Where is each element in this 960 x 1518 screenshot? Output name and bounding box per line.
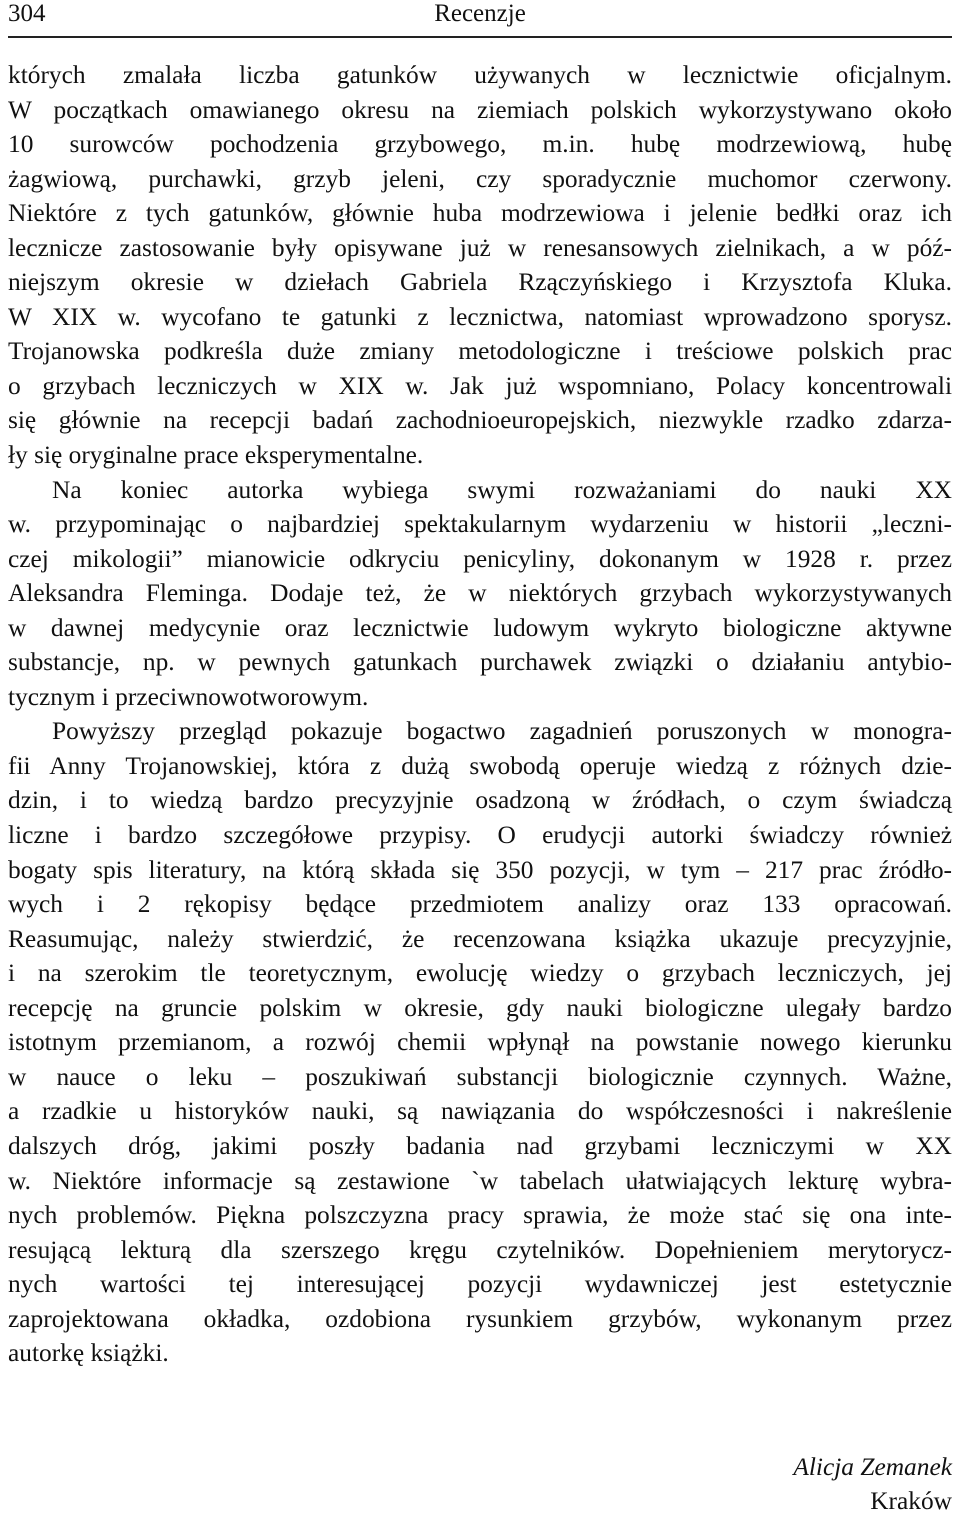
text-line: resującą lekturą dla szerszego kręgu czytelników. Dopełnieniem merytorycz- (8, 1235, 952, 1264)
text-line: Reasumując, należy stwierdzić, że recenzowana książka ukazuje precyzyjnie, (8, 924, 952, 953)
text-line: substancje, np. w pewnych gatunkach purchawek związki o działaniu antybio- (8, 648, 952, 677)
text-line: dalszych dróg, jakimi poszły badania nad grzybami leczniczymi w XX (8, 1131, 952, 1160)
author-place: Kraków (870, 1487, 952, 1515)
text-line: lecznicze zastosowanie były opisywane już w renesansowych zielnikach, a w póź- (8, 233, 952, 262)
text-line: zaprojektowana okładka, ozdobiona rysunkiem grzybów, wykonanym przez (8, 1304, 952, 1333)
signature-block (793, 1450, 952, 1518)
running-head: Recenzje (434, 0, 526, 27)
body-text (8, 58, 952, 1371)
text-line: czej mikologii” mianowicie odkryciu penicyliny, dokonanym w 1928 r. przez (8, 544, 952, 573)
text-line: dzin, i to wiedzą bardzo precyzyjnie osadzoną w źródłach, o czym świadczą (8, 786, 952, 815)
text-line: fii Anny Trojanowskiej, która z dużą swobodą operuje wiedzą z różnych dzie- (8, 751, 952, 780)
text-line: się głównie na recepcji badań zachodnioeuropejskich, niezwykle rzadko zdarza- (8, 406, 952, 435)
text-line: bogaty spis literatury, na którą składa się 350 pozycji, w tym – 217 prac źródło- (8, 855, 952, 884)
text-line: nych problemów. Piękna polszczyzna pracy sprawia, że może stać się ona inte- (8, 1201, 952, 1230)
text-line: nych wartości tej interesującej pozycji wydawniczej jest estetycznie (8, 1270, 952, 1299)
text-line: W XIX w. wycofano te gatunki z lecznictwa, natomiast wprowadzono sporysz. (8, 302, 952, 331)
text-line: tycznym i przeciwnowotworowym. (8, 682, 369, 711)
text-line: Trojanowska podkreśla duże zmiany metodologiczne i treściowe polskich prac (8, 337, 952, 366)
text-line: Niektóre z tych gatunków, głównie huba modrzewiowa i jelenie bedłki oraz ich (8, 199, 952, 228)
text-line: w. przypominając o najbardziej spektakularnym wydarzeniu w historii „leczni- (8, 510, 952, 539)
text-line: liczne i bardzo szczegółowe przypisy. O erudycji autorki świadczy również (8, 821, 952, 850)
text-line: żagwiową, purchawki, grzyb jeleni, czy sporadycznie muchomor czerwony. (8, 164, 952, 193)
text-line: w nauce o leku – poszukiwań substancji biologicznie czynnych. Ważne, (8, 1062, 952, 1091)
text-line: o grzybach leczniczych w XIX w. Jak już wspomniano, Polacy koncentrowali (8, 371, 952, 400)
text-line: których zmalała liczba gatunków używanych w lecznictwie oficjalnym. (8, 61, 952, 89)
text-line: W początkach omawianego okresu na ziemiach polskich wykorzystywano około (8, 95, 952, 124)
page-header (8, 0, 952, 36)
page-number: 304 (8, 0, 46, 27)
text-line: wych i 2 rękopisy będące przedmiotem analizy oraz 133 opracowań. (8, 890, 952, 919)
author-name: Alicja Zemanek (793, 1453, 952, 1481)
header-rule (8, 36, 952, 38)
text-line: w. Niektóre informacje są zestawione `w tabelach ułatwiających lekturę wybra- (8, 1166, 952, 1195)
text-line: i na szerokim tle teoretycznym, ewolucję wiedzy o grzybach leczniczych, jej (8, 959, 952, 988)
text-line: niejszym okresie w dziełach Gabriela Rzączyńskiego i Krzysztofa Kluka. (8, 268, 952, 297)
text-line: recepcję na gruncie polskim w okresie, gdy nauki biologiczne ulegały bardzo (8, 993, 952, 1022)
text-line: a rzadkie u historyków nauki, są nawiązania do współczesności i nakreślenie (8, 1097, 952, 1126)
text-line: autorkę książki. (8, 1339, 169, 1368)
text-line: Aleksandra Fleminga. Dodaje też, że w niektórych grzybach wykorzystywanych (8, 579, 952, 608)
text-line: istotnym przemianom, a rozwój chemii wpłynął na powstanie nowego kierunku (8, 1028, 952, 1057)
text-line: 10 surowców pochodzenia grzybowego, m.in. hubę modrzewiową, hubę (8, 130, 952, 159)
text-line: Na koniec autorka wybiega swymi rozważaniami do nauki XX (52, 475, 952, 504)
text-line: ły się oryginalne prace eksperymentalne. (8, 441, 424, 470)
text-line: Powyższy przegląd pokazuje bogactwo zagadnień poruszonych w monogra- (52, 717, 952, 746)
text-line: w dawnej medycynie oraz lecznictwie ludowym wykryto biologiczne aktywne (8, 613, 952, 642)
